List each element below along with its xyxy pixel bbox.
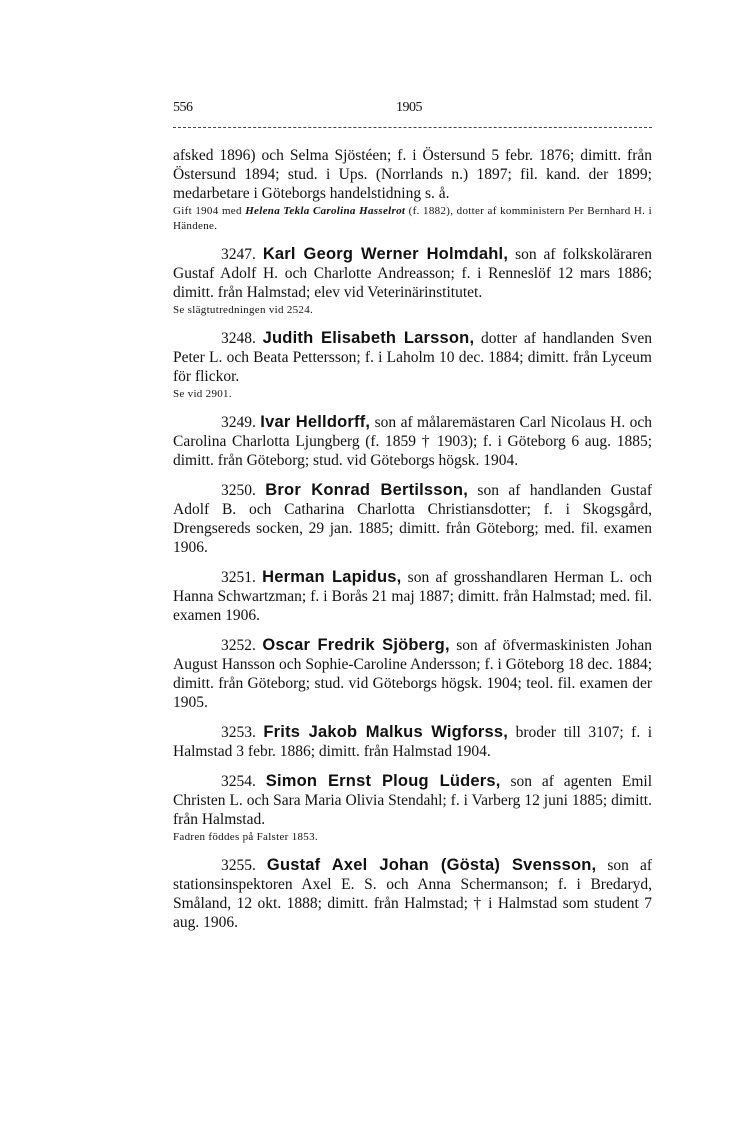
entry-note: Se slägtutredningen vid 2524.: [173, 304, 314, 316]
entry-number: 3247.: [221, 246, 256, 263]
entry-3247: [173, 245, 652, 318]
entry-3248: [173, 329, 652, 402]
entry-name: Bror Konrad Bertilsson,: [265, 481, 468, 499]
entry-name: Karl Georg Werner Holmdahl,: [262, 245, 509, 263]
entry-number: 3250.: [221, 482, 256, 499]
entry-note: [173, 204, 652, 234]
entry-number: 3253.: [221, 724, 256, 741]
entry-name: Frits Jakob Malkus Wigforss,: [263, 723, 509, 741]
entry-number: 3252.: [221, 637, 256, 654]
entry-text: son af handlanden Gustaf Adolf B. och Catharina Charlotta Christiansdotter; f. i Skogsgård, Drengsereds socken, 29 jan. 1885; dimitt. från Göteborg; med. fil. examen 1906.: [173, 482, 653, 556]
page-number: 556: [173, 100, 193, 115]
entry-text: afsked 1896) och Selma Sjöstéen; f. i Östersund 5 febr. 1876; dimitt. från Östersund 1894; stud. i Ups. (Norrlands n.) 1897; fil. kand. der 1899; medarbetare i Göteborgs handelstidning s. å.: [173, 147, 652, 202]
entry-text: dotter af handlanden Sven Peter L. och Beata Pettersson; f. i Laholm 10 dec. 1884; dimitt. från Lyceum för flickor.: [173, 330, 653, 385]
note-suffix: (f. 1882), dotter af komministern Per Bernhard H. i Händene.: [173, 205, 652, 232]
entry-3249: [173, 413, 652, 470]
note-prefix: Gift 1904 med: [173, 205, 246, 217]
entry-text: broder till 3107; f. i Halmstad 3 febr. 1886; dimitt. från Halmstad 1904.: [173, 724, 653, 760]
entry-text: son af öfvermaskinisten Johan August Hansson och Sophie-Caroline Andersson; f. i Göteborg 18 dec. 1884; dimitt. från Göteborg; stud. vid Göteborgs högsk. 1904; teol. fil. examen der 1905.: [173, 637, 652, 711]
entry-number: 3248.: [221, 330, 256, 347]
entry-number: 3254.: [221, 773, 256, 790]
entry-text: son af folkskoläraren Gustaf Adolf H. och Charlotte Andreasson; f. i Renneslöf 12 mars 1886; dimitt. från Halmstad; elev vid Veterinärinstitutet.: [173, 246, 653, 301]
entry-text: son af grosshandlaren Herman L. och Hanna Schwartzman; f. i Borås 21 maj 1887; dimitt. från Halmstad; med. fil. examen 1906.: [173, 569, 652, 624]
entry-3252: [173, 636, 652, 712]
entry-3253: [173, 723, 652, 761]
entry-name: Herman Lapidus,: [262, 568, 402, 586]
page-year: 1905: [396, 100, 422, 115]
page-header: [173, 100, 653, 122]
entry-text: son af målaremästaren Carl Nicolaus H. och Carolina Charlotta Ljungberg (f. 1859 † 1903); f. i Göteborg 6 aug. 1885; dimitt. från Göteborg; stud. vid Göteborgs högsk. 1904.: [173, 414, 653, 469]
entry-3250: [173, 481, 652, 557]
entry-continued: [173, 146, 652, 234]
entry-name: Judith Elisabeth Larsson,: [262, 329, 475, 347]
entry-name: Gustaf Axel Johan (Gösta) Svensson,: [266, 856, 597, 874]
entry-name: Simon Ernst Ploug Lüders,: [265, 772, 501, 790]
entry-number: 3249.: [221, 414, 256, 431]
entry-3254: [173, 772, 652, 845]
entry-3251: [173, 568, 652, 625]
note-spouse-name: Helena Tekla Carolina Hasselrot: [245, 205, 406, 217]
entry-text: son af stationsinspektoren Axel E. S. och Anna Schermanson; f. i Bredaryd, Småland, 12 okt. 1888; dimitt. från Halmstad; † i Halmstad som student 7 aug. 1906.: [173, 857, 652, 931]
entry-text: son af agenten Emil Christen L. och Sara Maria Olivia Stendahl; f. i Varberg 12 juni 1885; dimitt. från Halmstad.: [173, 773, 653, 828]
entry-note: Se vid 2901.: [173, 388, 232, 400]
entry-3255: [173, 856, 652, 932]
entry-number: 3251.: [221, 569, 256, 586]
entry-note: Fadren föddes på Falster 1853.: [173, 831, 318, 843]
entry-name: Ivar Helldorff,: [260, 413, 371, 431]
register-content: [173, 146, 652, 943]
header-rule: [173, 127, 652, 128]
entry-number: 3255.: [221, 857, 256, 874]
entry-name: Oscar Fredrik Sjöberg,: [262, 636, 450, 654]
